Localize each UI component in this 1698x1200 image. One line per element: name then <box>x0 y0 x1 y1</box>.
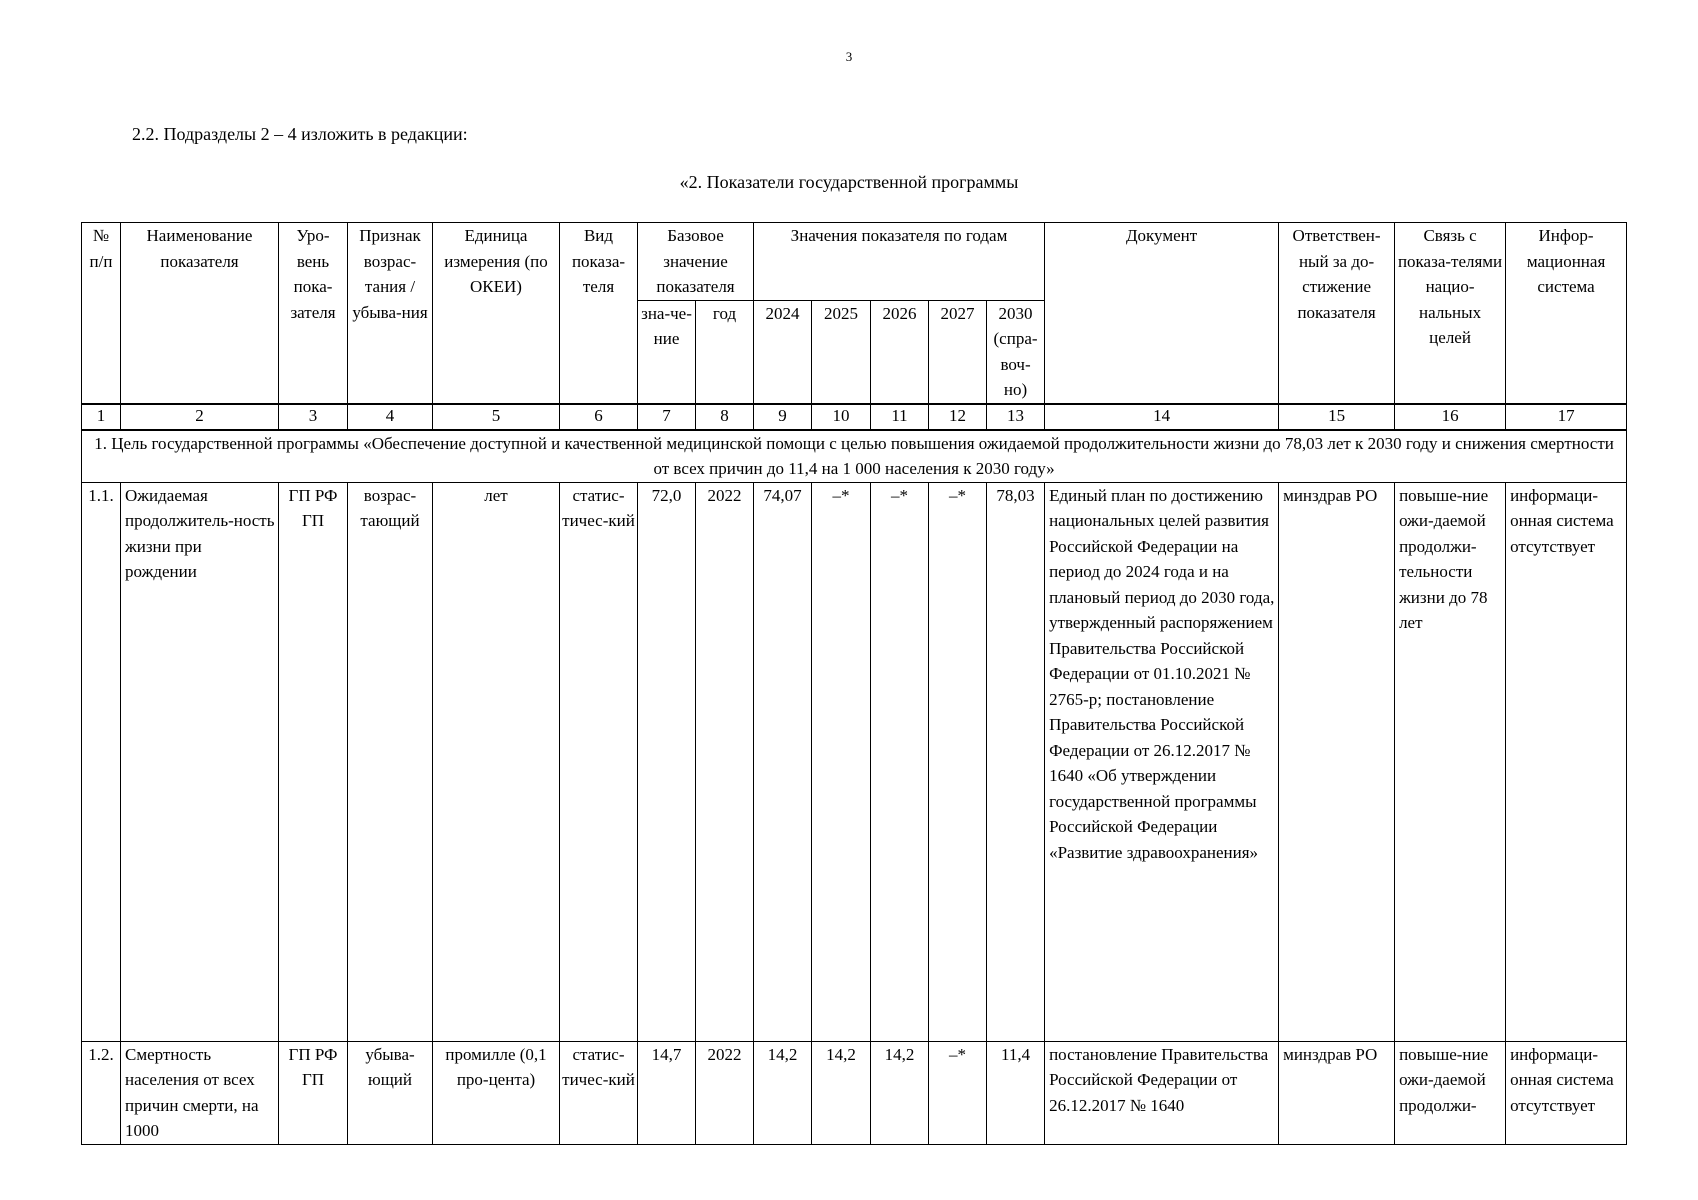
row-2027: –* <box>929 482 987 1041</box>
header-type: Вид показа-теля <box>560 223 638 404</box>
header-base-year: год <box>696 300 754 404</box>
row-level: ГП РФ ГП <box>279 482 348 1041</box>
row-unit: промилле (0,1 про-цента) <box>433 1041 560 1144</box>
header-link: Связь с показа-телями нацио-нальных целей <box>1395 223 1506 404</box>
row-name: Ожидаемая продолжитель-ность жизни при рождении <box>121 482 279 1041</box>
goal-text: 1. Цель государственной программы «Обеспечение доступной и качественной медицинской помощи с целью повышения ожидаемой продолжительности жизни до 78,03 лет к 2030 году и снижения смертности от всех причин до 11,4 на 1 000 населения к 2030 году» <box>82 430 1627 483</box>
header-base-value: зна-че-ние <box>638 300 696 404</box>
header-base: Базовое значение показателя <box>638 223 754 301</box>
header-2025: 2025 <box>812 300 871 404</box>
indicators-table <box>81 222 1627 1145</box>
row-document: Единый план по достижению национальных целей развития Российской Федерации на период до 2024 года и на плановый период до 2030 года, утвержденный распоряжением Правительства Российской Федерации от 01.10.2021 № 2765-р; постановление Правительства Российской Федерации от 26.12.2017 № 1640 «Об утверждении государственной программы Российской Федерации «Развитие здравоохранения» <box>1045 482 1279 1041</box>
row-link: повыше-ние ожи-даемой продолжи- <box>1395 1041 1506 1144</box>
row-level: ГП РФ ГП <box>279 1041 348 1144</box>
header-trend: Признак возрас-тания / убыва-ния <box>348 223 433 404</box>
column-number: 17 <box>1506 404 1627 430</box>
column-number: 4 <box>348 404 433 430</box>
header-2026: 2026 <box>871 300 929 404</box>
header-values: Значения показателя по годам <box>754 223 1045 301</box>
row-2024: 74,07 <box>754 482 812 1041</box>
header-2027: 2027 <box>929 300 987 404</box>
row-num: 1.2. <box>82 1041 121 1144</box>
row-trend: убыва-ющий <box>348 1041 433 1144</box>
row-2030: 78,03 <box>987 482 1045 1041</box>
row-2026: 14,2 <box>871 1041 929 1144</box>
column-number: 1 <box>82 404 121 430</box>
column-number: 5 <box>433 404 560 430</box>
row-2024: 14,2 <box>754 1041 812 1144</box>
row-trend: возрас-тающий <box>348 482 433 1041</box>
column-number: 11 <box>871 404 929 430</box>
header-infosystem: Инфор-мационная система <box>1506 223 1627 404</box>
section-title: «2. Показатели государственной программы <box>679 172 1019 192</box>
row-base-value: 72,0 <box>638 482 696 1041</box>
header-unit: Единица измерения (по ОКЕИ) <box>433 223 560 404</box>
row-infosystem: информаци-онная система отсутствует <box>1506 1041 1627 1144</box>
row-2025: –* <box>812 482 871 1041</box>
row-2025: 14,2 <box>812 1041 871 1144</box>
header-num: № п/п <box>82 223 121 404</box>
table-row <box>82 482 1627 1041</box>
table-row <box>82 1041 1627 1144</box>
header-responsible: Ответствен-ный за до-стижение показателя <box>1279 223 1395 404</box>
row-num: 1.1. <box>82 482 121 1041</box>
row-responsible: минздрав РО <box>1279 482 1395 1041</box>
header-row <box>82 223 1627 301</box>
header-2030: 2030 (спра-воч-но) <box>987 300 1045 404</box>
header-level: Уро-вень пока-зателя <box>279 223 348 404</box>
goal-row <box>82 430 1627 483</box>
column-number: 9 <box>754 404 812 430</box>
row-base-value: 14,7 <box>638 1041 696 1144</box>
header-document: Документ <box>1045 223 1279 404</box>
row-infosystem: информаци-онная система отсутствует <box>1506 482 1627 1041</box>
column-number: 14 <box>1045 404 1279 430</box>
column-number: 8 <box>696 404 754 430</box>
column-number: 2 <box>121 404 279 430</box>
row-2030: 11,4 <box>987 1041 1045 1144</box>
column-number-row <box>82 404 1627 430</box>
column-number: 10 <box>812 404 871 430</box>
column-number: 3 <box>279 404 348 430</box>
row-base-year: 2022 <box>696 482 754 1041</box>
row-responsible: минздрав РО <box>1279 1041 1395 1144</box>
row-type: статис-тичес-кий <box>560 482 638 1041</box>
column-number: 7 <box>638 404 696 430</box>
header-name: Наименование показателя <box>121 223 279 404</box>
row-unit: лет <box>433 482 560 1041</box>
column-number: 15 <box>1279 404 1395 430</box>
column-number: 13 <box>987 404 1045 430</box>
column-number: 6 <box>560 404 638 430</box>
row-2026: –* <box>871 482 929 1041</box>
column-number: 16 <box>1395 404 1506 430</box>
row-base-year: 2022 <box>696 1041 754 1144</box>
row-type: статис-тичес-кий <box>560 1041 638 1144</box>
row-2027: –* <box>929 1041 987 1144</box>
row-name: Смертность населения от всех причин смерти, на 1000 <box>121 1041 279 1144</box>
column-number: 12 <box>929 404 987 430</box>
intro-text: 2.2. Подразделы 2 – 4 изложить в редакции: <box>132 124 468 144</box>
header-2024: 2024 <box>754 300 812 404</box>
row-document: постановление Правительства Российской Федерации от 26.12.2017 № 1640 <box>1045 1041 1279 1144</box>
page-number: 3 <box>845 49 853 64</box>
row-link: повыше-ние ожи-даемой продолжи-тельности жизни до 78 лет <box>1395 482 1506 1041</box>
